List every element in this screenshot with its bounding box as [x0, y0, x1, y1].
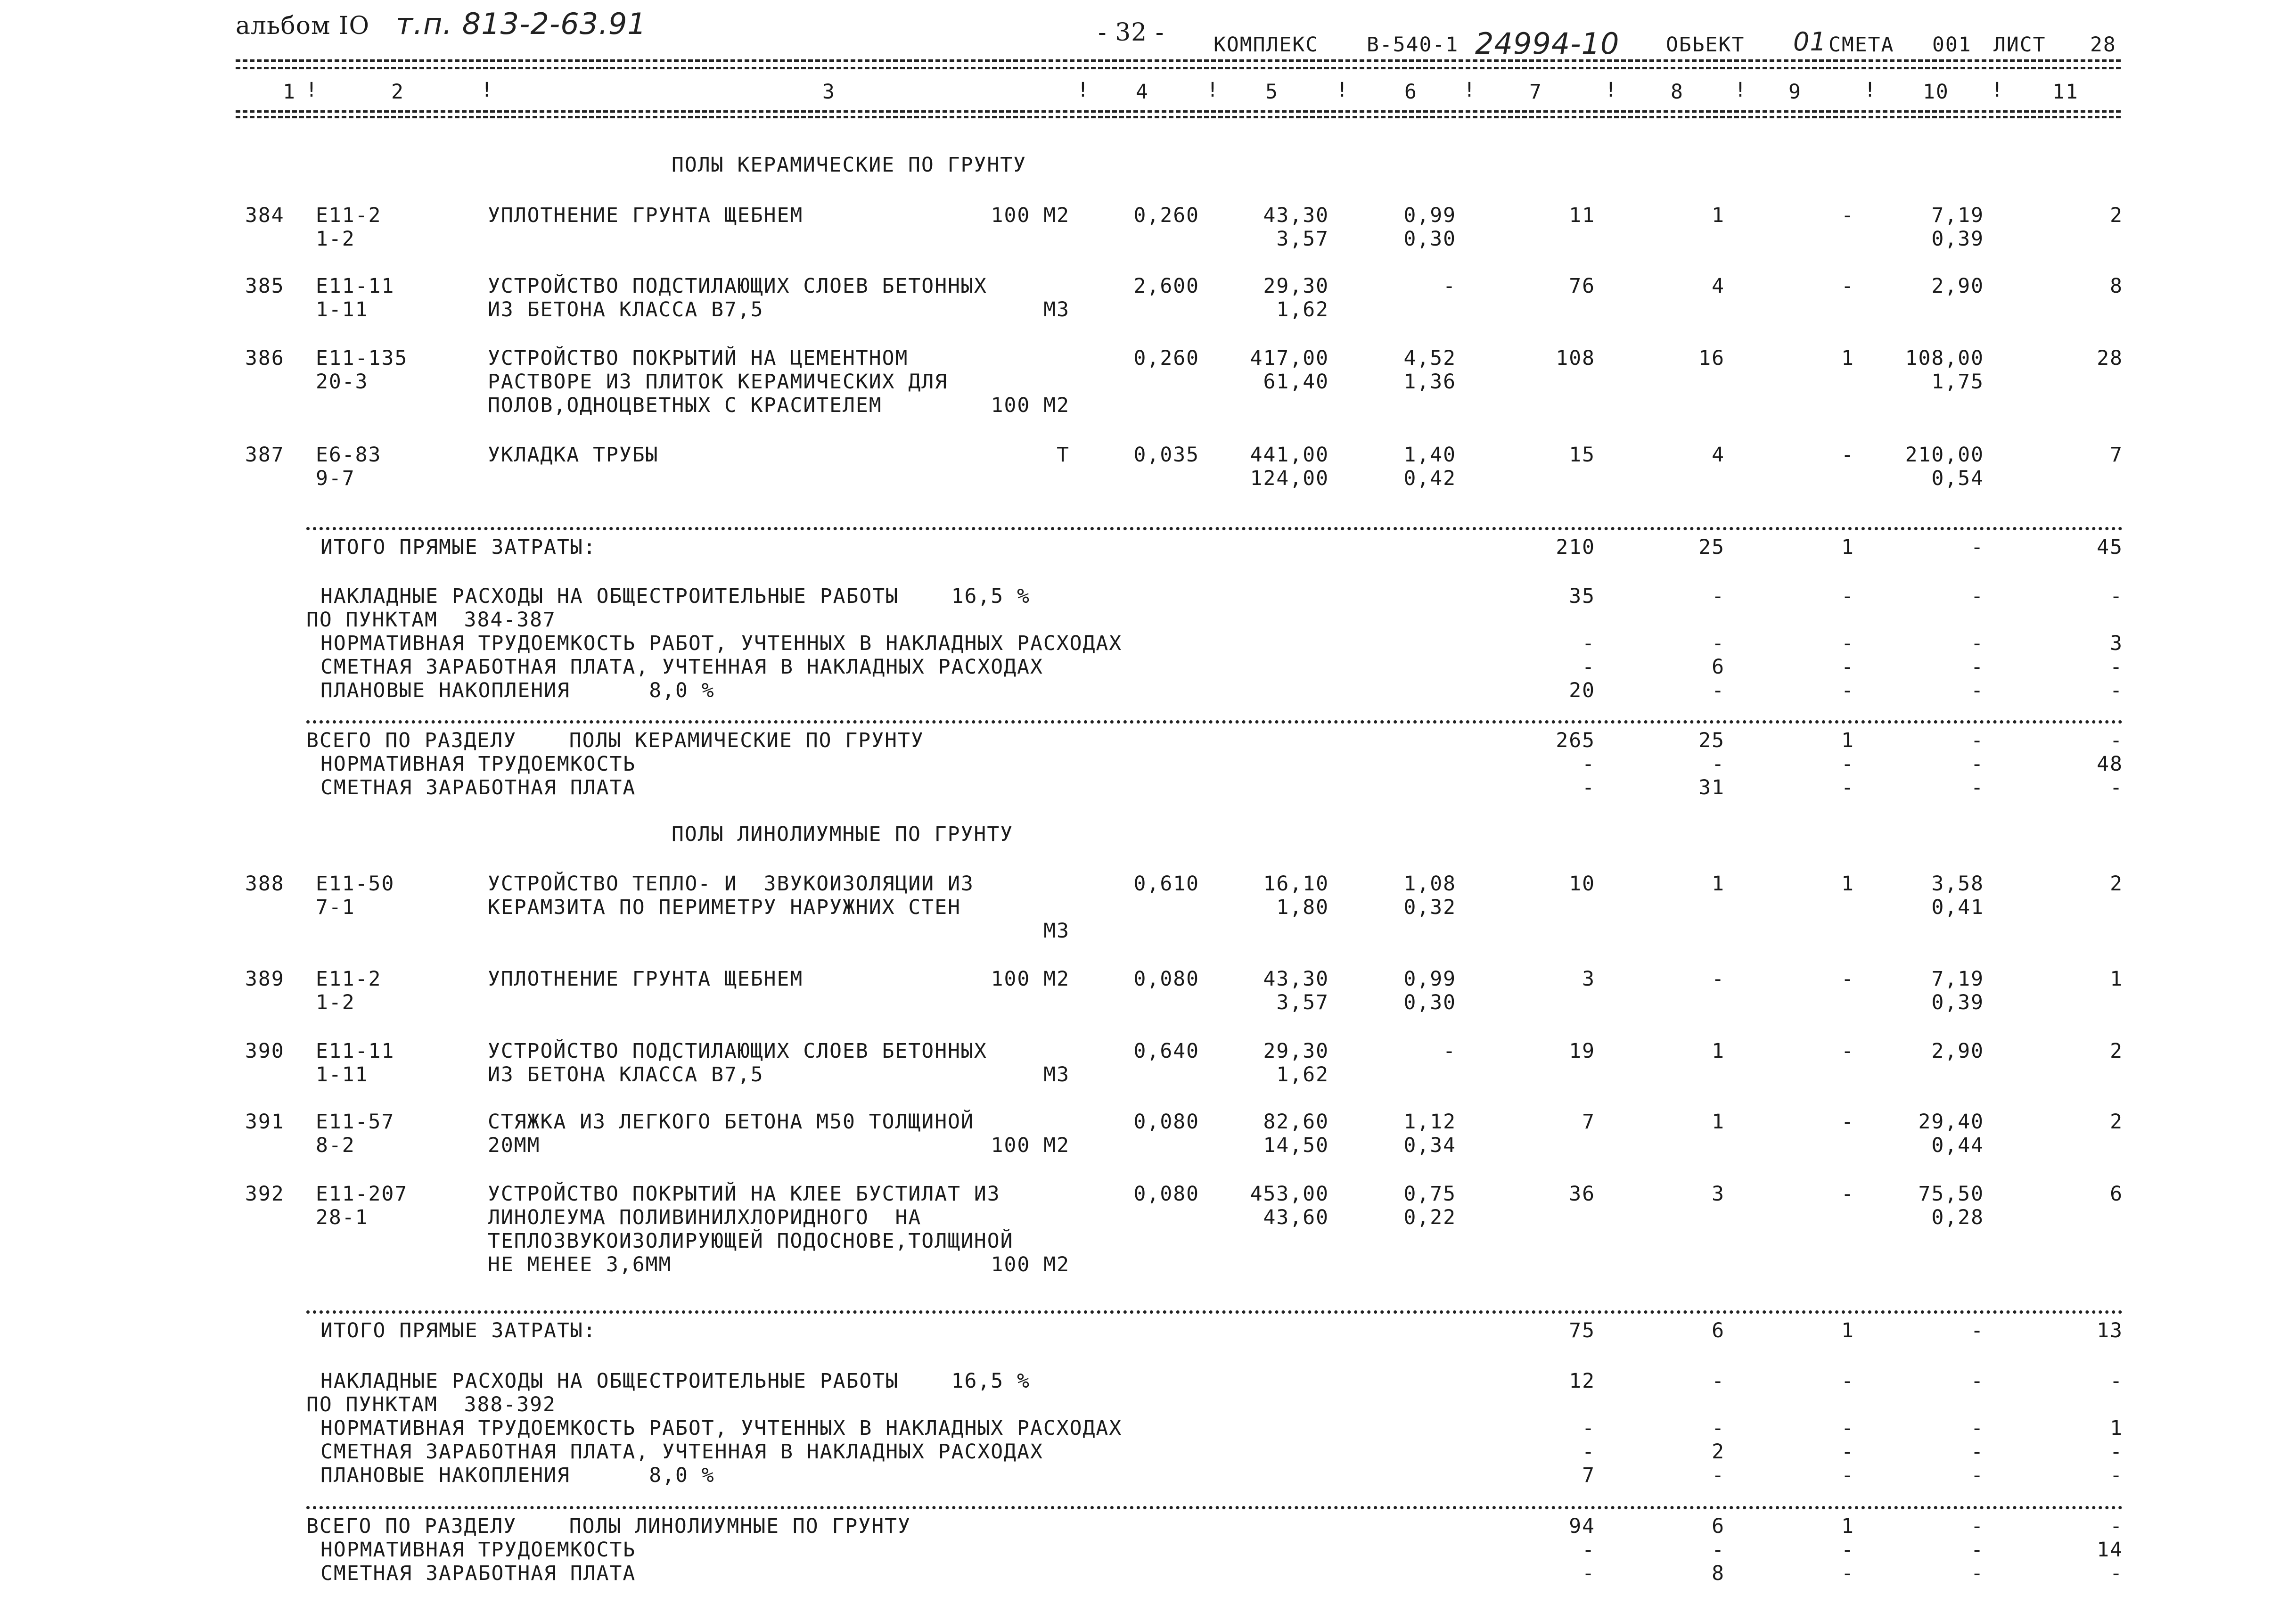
column-number: 6	[1404, 80, 1418, 104]
overhead-r5-c8: -	[1712, 1464, 1725, 1487]
machine-cost: -	[1443, 274, 1456, 298]
direct-costs-c7: 210	[1556, 535, 1595, 559]
labor-per-unit: 0,39	[1931, 991, 1984, 1014]
wages: 1	[1712, 204, 1725, 227]
labor-total: 2	[2110, 1039, 2123, 1063]
overhead-r1-c10: -	[1971, 584, 1984, 608]
work-description: УСТРОЙСТВО ПОКРЫТИЙ НА КЛЕЕ БУСТИЛАТ ИЗ	[488, 1182, 1000, 1206]
work-description: ИЗ БЕТОНА КЛАССА В7,5	[488, 298, 764, 321]
rate-code: Е11-57	[316, 1110, 395, 1134]
section-total-r3-c9: -	[1841, 1562, 1854, 1585]
section-total-r1-c8: 6	[1712, 1514, 1725, 1538]
rate-code: 1-2	[316, 227, 355, 251]
labor-per-unit: 29,40	[1918, 1110, 1984, 1134]
section-total-r1-c9: 1	[1841, 729, 1854, 752]
quantity: 0,080	[1133, 1110, 1199, 1134]
section-total-r2-c9: -	[1841, 752, 1854, 776]
column-number: 9	[1788, 80, 1802, 104]
subtotal-dotted-rule	[306, 1310, 2123, 1314]
item-number: 384	[245, 204, 285, 227]
machine-cost: 0,99	[1403, 204, 1456, 227]
section-total-r2-c8: -	[1712, 1538, 1725, 1562]
section-total-r3-c8: 31	[1698, 776, 1725, 799]
work-description: УКЛАДКА ТРУБЫ	[488, 443, 659, 467]
machine-cost: 0,32	[1403, 896, 1456, 919]
overhead-r1-c8: -	[1712, 1369, 1725, 1393]
object-number-handwritten: 01	[1793, 27, 1827, 57]
section-total-r2-c10: -	[1971, 752, 1984, 776]
machine-total: -	[1841, 1182, 1854, 1206]
overhead-r5-c11: -	[2110, 679, 2123, 702]
rate-code: Е11-135	[316, 346, 408, 370]
section-wages-label: СМЕТНАЯ ЗАРАБОТНАЯ ПЛАТА	[320, 776, 636, 799]
page-number: - 32 -	[1098, 18, 1164, 47]
machine-cost: 4,52	[1403, 346, 1456, 370]
total-cost: 76	[1569, 274, 1595, 298]
quantity: 2,600	[1133, 274, 1199, 298]
section-total-r3-c9: -	[1841, 776, 1854, 799]
machine-cost: 0,34	[1403, 1134, 1456, 1157]
overhead-r3-c9: -	[1841, 632, 1854, 655]
direct-costs-label: ИТОГО ПРЯМЫЕ ЗАТРАТЫ:	[320, 535, 597, 559]
section-total-r2-c7: -	[1582, 1538, 1595, 1562]
work-description: УСТРОЙСТВО ПОДСТИЛАЮЩИХ СЛОЕВ БЕТОННЫХ	[488, 274, 987, 298]
unit-cost: 43,60	[1263, 1206, 1329, 1229]
column-separator: !	[1463, 78, 1476, 102]
total-cost: 108	[1556, 346, 1595, 370]
section-total-r3-c7: -	[1582, 776, 1595, 799]
item-number: 388	[245, 872, 285, 896]
machine-cost: 0,42	[1403, 467, 1456, 490]
rate-code: 20-3	[316, 370, 369, 394]
complex-code: В-540-1	[1367, 33, 1459, 57]
work-description: УСТРОЙСТВО ПОКРЫТИЙ НА ЦЕМЕНТНОМ	[488, 346, 909, 370]
rate-code: 8-2	[316, 1134, 355, 1157]
rate-code: 1-2	[316, 991, 355, 1014]
unit-cost: 16,10	[1263, 872, 1329, 896]
quantity: 0,080	[1133, 967, 1199, 991]
overhead-r4-c7: -	[1582, 655, 1595, 679]
wages: 4	[1712, 274, 1725, 298]
rate-code: 1-11	[316, 298, 369, 321]
machine-total: -	[1841, 1039, 1854, 1063]
unit-cost: 441,00	[1250, 443, 1329, 467]
total-cost: 19	[1569, 1039, 1595, 1063]
column-number: 11	[2052, 80, 2079, 104]
direct-costs-c9: 1	[1841, 535, 1854, 559]
column-separator: !	[305, 78, 319, 102]
quantity: 0,080	[1133, 1182, 1199, 1206]
section-total-r1-c10: -	[1971, 1514, 1984, 1538]
unit-cost: 3,57	[1276, 991, 1329, 1014]
unit-of-measure: 100 М2	[991, 1253, 1070, 1276]
rate-code: Е11-2	[316, 204, 382, 227]
labor-total: 6	[2110, 1182, 2123, 1206]
rate-code: 1-11	[316, 1063, 369, 1086]
rate-code: Е11-207	[316, 1182, 408, 1206]
labor-per-unit: 0,41	[1931, 896, 1984, 919]
work-description: УПЛОТНЕНИЕ ГРУНТА ЩЕБНЕМ	[488, 204, 804, 227]
planned-savings-label: ПЛАНОВЫЕ НАКОПЛЕНИЯ 8,0 %	[320, 1464, 715, 1487]
labor-total: 2	[2110, 872, 2123, 896]
item-number: 392	[245, 1182, 285, 1206]
total-cost: 3	[1582, 967, 1595, 991]
column-header-rule	[236, 110, 2121, 113]
overhead-r3-c10: -	[1971, 632, 1984, 655]
column-separator: !	[481, 78, 494, 102]
overhead-r3-c8: -	[1712, 632, 1725, 655]
overhead-r5-c7: 20	[1569, 679, 1595, 702]
direct-costs-c10: -	[1971, 535, 1984, 559]
column-number: 5	[1265, 80, 1279, 104]
labor-per-unit: 0,28	[1931, 1206, 1984, 1229]
item-number: 385	[245, 274, 285, 298]
overhead-label: НАКЛАДНЫЕ РАСХОДЫ НА ОБЩЕСТРОИТЕЛЬНЫЕ РАБОТЫ 16,5 %	[320, 1369, 1030, 1393]
labor-per-unit: 108,00	[1905, 346, 1984, 370]
section-total-r2-c8: -	[1712, 752, 1725, 776]
direct-costs-c11: 45	[2097, 535, 2123, 559]
wages: -	[1712, 967, 1725, 991]
overhead-r3-c8: -	[1712, 1416, 1725, 1440]
overhead-r4-c11: -	[2110, 655, 2123, 679]
total-dotted-rule	[306, 1506, 2123, 1509]
rate-code: Е11-2	[316, 967, 382, 991]
overhead-labor-label: НОРМАТИВНАЯ ТРУДОЕМКОСТЬ РАБОТ, УЧТЕННЫХ В НАКЛАДНЫХ РАСХОДАХ	[320, 1416, 1123, 1440]
rate-code: Е11-11	[316, 274, 395, 298]
section-total-r1-c11: -	[2110, 1514, 2123, 1538]
section-total-r3-c10: -	[1971, 1562, 1984, 1585]
unit-cost: 82,60	[1263, 1110, 1329, 1134]
quantity: 0,640	[1133, 1039, 1199, 1063]
section-total-r1-c9: 1	[1841, 1514, 1854, 1538]
unit-cost: 1,62	[1276, 1063, 1329, 1086]
machine-total: -	[1841, 204, 1854, 227]
direct-costs-c10: -	[1971, 1319, 1984, 1342]
section-total-r1-c10: -	[1971, 729, 1984, 752]
total-cost: 7	[1582, 1110, 1595, 1134]
rate-code: Е11-50	[316, 872, 395, 896]
work-description: УПЛОТНЕНИЕ ГРУНТА ЩЕБНЕМ	[488, 967, 804, 991]
section-total-r3-c8: 8	[1712, 1562, 1725, 1585]
unit-cost: 29,30	[1263, 1039, 1329, 1063]
labor-per-unit: 2,90	[1931, 1039, 1984, 1063]
overhead-r4-c9: -	[1841, 1440, 1854, 1464]
work-description: РАСТВОРЕ ИЗ ПЛИТОК КЕРАМИЧЕСКИХ ДЛЯ	[488, 370, 948, 394]
machine-cost: 1,40	[1403, 443, 1456, 467]
overhead-r3-c9: -	[1841, 1416, 1854, 1440]
total-cost: 36	[1569, 1182, 1595, 1206]
work-description: КЕРАМЗИТА ПО ПЕРИМЕТРУ НАРУЖНИХ СТЕН	[488, 896, 961, 919]
overhead-r5-c9: -	[1841, 679, 1854, 702]
work-description: ЛИНОЛЕУМА ПОЛИВИНИЛХЛОРИДНОГО НА	[488, 1206, 922, 1229]
section-total-r2-c10: -	[1971, 1538, 1984, 1562]
total-dotted-rule	[306, 720, 2123, 724]
labor-per-unit: 7,19	[1931, 967, 1984, 991]
quantity: 0,260	[1133, 204, 1199, 227]
album-label: альбом IO	[236, 12, 370, 40]
overhead-r1-c9: -	[1841, 584, 1854, 608]
unit-of-measure: 100 М2	[991, 967, 1070, 991]
work-description: УСТРОЙСТВО ТЕПЛО- И ЗВУКОИЗОЛЯЦИИ ИЗ	[488, 872, 974, 896]
overhead-wages-label: СМЕТНАЯ ЗАРАБОТНАЯ ПЛАТА, УЧТЕННАЯ В НАКЛАДНЫХ РАСХОДАХ	[320, 655, 1043, 679]
item-number: 390	[245, 1039, 285, 1063]
overhead-r5-c7: 7	[1582, 1464, 1595, 1487]
overhead-items-label: ПО ПУНКТАМ 384-387	[306, 608, 556, 632]
section-total-r3-c7: -	[1582, 1562, 1595, 1585]
direct-costs-c9: 1	[1841, 1319, 1854, 1342]
machine-total: -	[1841, 274, 1854, 298]
labor-per-unit: 75,50	[1918, 1182, 1984, 1206]
section-total-r1-c7: 265	[1556, 729, 1595, 752]
overhead-r3-c11: 3	[2110, 632, 2123, 655]
section-labor-label: НОРМАТИВНАЯ ТРУДОЕМКОСТЬ	[320, 752, 636, 776]
work-description: УСТРОЙСТВО ПОДСТИЛАЮЩИХ СЛОЕВ БЕТОННЫХ	[488, 1039, 987, 1063]
machine-cost: -	[1443, 1039, 1456, 1063]
wages: 1	[1712, 1110, 1725, 1134]
smeta-label: СМЕТА	[1829, 33, 1894, 57]
section-total-r3-c11: -	[2110, 776, 2123, 799]
overhead-r1-c11: -	[2110, 584, 2123, 608]
overhead-r3-c7: -	[1582, 632, 1595, 655]
column-number: 3	[822, 80, 836, 104]
item-number: 389	[245, 967, 285, 991]
column-separator: !	[1734, 78, 1747, 102]
overhead-label: НАКЛАДНЫЕ РАСХОДЫ НА ОБЩЕСТРОИТЕЛЬНЫЕ РАБОТЫ 16,5 %	[320, 584, 1030, 608]
machine-cost: 0,22	[1403, 1206, 1456, 1229]
labor-total: 7	[2110, 443, 2123, 467]
section-total-label: ВСЕГО ПО РАЗДЕЛУ ПОЛЫ ЛИНОЛИУМНЫЕ ПО ГРУНТУ	[306, 1514, 911, 1538]
overhead-r4-c11: -	[2110, 1440, 2123, 1464]
rate-code: Е11-11	[316, 1039, 395, 1063]
column-separator: !	[1336, 78, 1349, 102]
rate-code: Е6-83	[316, 443, 382, 467]
column-number: 10	[1923, 80, 1949, 104]
direct-costs-c8: 25	[1698, 535, 1725, 559]
planned-savings-label: ПЛАНОВЫЕ НАКОПЛЕНИЯ 8,0 %	[320, 679, 715, 702]
labor-per-unit: 1,75	[1931, 370, 1984, 394]
overhead-r4-c8: 6	[1712, 655, 1725, 679]
overhead-r5-c8: -	[1712, 679, 1725, 702]
labor-per-unit: 0,39	[1931, 227, 1984, 251]
overhead-r1-c8: -	[1712, 584, 1725, 608]
machine-cost: 1,08	[1403, 872, 1456, 896]
overhead-r4-c9: -	[1841, 655, 1854, 679]
section-total-r2-c7: -	[1582, 752, 1595, 776]
unit-of-measure: М3	[1043, 298, 1070, 321]
machine-cost: 0,30	[1403, 227, 1456, 251]
overhead-labor-label: НОРМАТИВНАЯ ТРУДОЕМКОСТЬ РАБОТ, УЧТЕННЫХ В НАКЛАДНЫХ РАСХОДАХ	[320, 632, 1123, 655]
machine-cost: 1,36	[1403, 370, 1456, 394]
overhead-r3-c10: -	[1971, 1416, 1984, 1440]
quantity: 0,610	[1133, 872, 1199, 896]
work-description: ТЕПЛОЗВУКОИЗОЛИРУЮЩЕЙ ПОДОСНОВЕ,ТОЛЩИНОЙ	[488, 1229, 1014, 1253]
overhead-r5-c10: -	[1971, 1464, 1984, 1487]
unit-cost: 417,00	[1250, 346, 1329, 370]
overhead-r4-c7: -	[1582, 1440, 1595, 1464]
machine-total: 1	[1841, 346, 1854, 370]
smeta-number: 001	[1932, 33, 1972, 57]
section-total-r1-c8: 25	[1698, 729, 1725, 752]
direct-costs-c11: 13	[2097, 1319, 2123, 1342]
unit-of-measure: 100 М2	[991, 1134, 1070, 1157]
machine-total: -	[1841, 443, 1854, 467]
labor-total: 2	[2110, 1110, 2123, 1134]
labor-total: 28	[2097, 346, 2123, 370]
object-label: ОБЬЕКТ	[1666, 33, 1745, 57]
complex-label: КОМПЛЕКС	[1214, 33, 1319, 57]
quantity: 0,035	[1133, 443, 1199, 467]
overhead-items-label: ПО ПУНКТАМ 388-392	[306, 1393, 556, 1416]
labor-per-unit: 0,54	[1931, 467, 1984, 490]
labor-per-unit: 0,44	[1931, 1134, 1984, 1157]
machine-cost: 1,12	[1403, 1110, 1456, 1134]
overhead-r1-c10: -	[1971, 1369, 1984, 1393]
machine-total: 1	[1841, 872, 1854, 896]
column-number: 8	[1671, 80, 1684, 104]
overhead-r1-c9: -	[1841, 1369, 1854, 1393]
item-number: 387	[245, 443, 285, 467]
sheet-number: 28	[2090, 33, 2116, 57]
direct-costs-c7: 75	[1569, 1319, 1595, 1342]
section-total-r2-c9: -	[1841, 1538, 1854, 1562]
work-description: НЕ МЕНЕЕ 3,6ММ	[488, 1253, 672, 1276]
unit-cost: 43,30	[1263, 204, 1329, 227]
rate-code: 7-1	[316, 896, 355, 919]
column-header-rule	[236, 116, 2121, 118]
machine-total: -	[1841, 1110, 1854, 1134]
labor-total: 1	[2110, 967, 2123, 991]
section-total-label: ВСЕГО ПО РАЗДЕЛУ ПОЛЫ КЕРАМИЧЕСКИЕ ПО ГРУНТУ	[306, 729, 924, 752]
wages: 4	[1712, 443, 1725, 467]
labor-per-unit: 2,90	[1931, 274, 1984, 298]
machine-total: -	[1841, 967, 1854, 991]
rate-code: 9-7	[316, 467, 355, 490]
machine-cost: 0,75	[1403, 1182, 1456, 1206]
total-cost: 11	[1569, 204, 1595, 227]
section-total-r3-c11: -	[2110, 1562, 2123, 1585]
section-labor-label: НОРМАТИВНАЯ ТРУДОЕМКОСТЬ	[320, 1538, 636, 1562]
column-number: 7	[1529, 80, 1542, 104]
labor-total: 2	[2110, 204, 2123, 227]
unit-cost: 14,50	[1263, 1134, 1329, 1157]
work-description: ПОЛОВ,ОДНОЦВЕТНЫХ С КРАСИТЕЛЕМ	[488, 394, 882, 417]
labor-per-unit: 7,19	[1931, 204, 1984, 227]
labor-per-unit: 210,00	[1905, 443, 1984, 467]
unit-of-measure: М3	[1043, 919, 1070, 943]
overhead-r4-c8: 2	[1712, 1440, 1725, 1464]
direct-costs-c8: 6	[1712, 1319, 1725, 1342]
column-number: 4	[1136, 80, 1149, 104]
unit-cost: 43,30	[1263, 967, 1329, 991]
section-total-r1-c11: -	[2110, 729, 2123, 752]
header-rule	[236, 59, 2121, 62]
work-description: 20ММ	[488, 1134, 541, 1157]
column-number: 1	[283, 80, 296, 104]
column-separator: !	[1605, 78, 1618, 102]
wages: 1	[1712, 1039, 1725, 1063]
overhead-r4-c10: -	[1971, 1440, 1984, 1464]
overhead-r5-c11: -	[2110, 1464, 2123, 1487]
overhead-wages-label: СМЕТНАЯ ЗАРАБОТНАЯ ПЛАТА, УЧТЕННАЯ В НАКЛАДНЫХ РАСХОДАХ	[320, 1440, 1043, 1464]
section-wages-label: СМЕТНАЯ ЗАРАБОТНАЯ ПЛАТА	[320, 1562, 636, 1585]
unit-cost: 1,80	[1276, 896, 1329, 919]
overhead-r1-c11: -	[2110, 1369, 2123, 1393]
sheet-label: ЛИСТ	[1993, 33, 2046, 57]
machine-cost: 0,30	[1403, 991, 1456, 1014]
column-separator: !	[1206, 78, 1220, 102]
total-cost: 10	[1569, 872, 1595, 896]
wages: 3	[1712, 1182, 1725, 1206]
overhead-r4-c10: -	[1971, 655, 1984, 679]
wages: 1	[1712, 872, 1725, 896]
section-total-r1-c7: 94	[1569, 1514, 1595, 1538]
unit-of-measure: Т	[1057, 443, 1070, 467]
unit-cost: 453,00	[1250, 1182, 1329, 1206]
header-rule	[236, 67, 2121, 69]
unit-cost: 29,30	[1263, 274, 1329, 298]
section-total-r2-c11: 48	[2097, 752, 2123, 776]
overhead-r5-c10: -	[1971, 679, 1984, 702]
unit-of-measure: М3	[1043, 1063, 1070, 1086]
unit-cost: 3,57	[1276, 227, 1329, 251]
labor-total: 8	[2110, 274, 2123, 298]
rate-code: 28-1	[316, 1206, 369, 1229]
section-total-r2-c11: 14	[2097, 1538, 2123, 1562]
unit-cost: 61,40	[1263, 370, 1329, 394]
work-description: СТЯЖКА ИЗ ЛЕГКОГО БЕТОНА М50 ТОЛЩИНОЙ	[488, 1110, 974, 1134]
unit-of-measure: 100 М2	[991, 394, 1070, 417]
column-number: 2	[391, 80, 404, 104]
overhead-r3-c7: -	[1582, 1416, 1595, 1440]
section-title: ПОЛЫ ЛИНОЛИУМНЫЕ ПО ГРУНТУ	[672, 823, 1014, 846]
overhead-r3-c11: 1	[2110, 1416, 2123, 1440]
complex-code-handwritten: 24994-10	[1475, 26, 1620, 61]
column-separator: !	[1864, 78, 1877, 102]
column-separator: !	[1077, 78, 1090, 102]
machine-cost: 0,99	[1403, 967, 1456, 991]
work-description: ИЗ БЕТОНА КЛАССА В7,5	[488, 1063, 764, 1086]
item-number: 386	[245, 346, 285, 370]
unit-cost: 124,00	[1250, 467, 1329, 490]
column-separator: !	[1991, 78, 2004, 102]
total-cost: 15	[1569, 443, 1595, 467]
overhead-r1-c7: 12	[1569, 1369, 1595, 1393]
project-number-handwritten: т.п. 813-2-63.91	[396, 7, 647, 41]
subtotal-dotted-rule	[306, 527, 2123, 530]
overhead-r5-c9: -	[1841, 1464, 1854, 1487]
section-title: ПОЛЫ КЕРАМИЧЕСКИЕ ПО ГРУНТУ	[672, 153, 1026, 177]
direct-costs-label: ИТОГО ПРЯМЫЕ ЗАТРАТЫ:	[320, 1319, 597, 1342]
item-number: 391	[245, 1110, 285, 1134]
unit-of-measure: 100 М2	[991, 204, 1070, 227]
section-total-r3-c10: -	[1971, 776, 1984, 799]
overhead-r1-c7: 35	[1569, 584, 1595, 608]
wages: 16	[1698, 346, 1725, 370]
quantity: 0,260	[1133, 346, 1199, 370]
unit-cost: 1,62	[1276, 298, 1329, 321]
labor-per-unit: 3,58	[1931, 872, 1984, 896]
